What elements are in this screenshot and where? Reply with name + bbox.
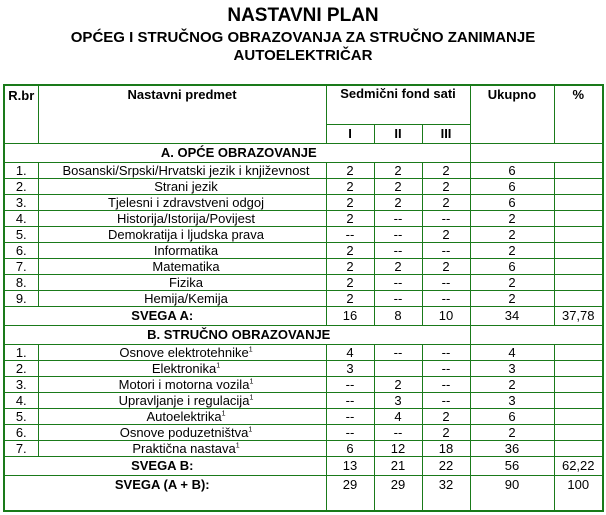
subject-label: Matematika bbox=[152, 258, 220, 274]
total-hours: 34 bbox=[470, 307, 554, 326]
hours-year-ii: 4 bbox=[374, 409, 422, 425]
curriculum-table bbox=[3, 84, 604, 512]
hours-year-i: 2 bbox=[326, 211, 374, 227]
hours-year-ii: 2 bbox=[374, 259, 422, 275]
subject-label: Bosanski/Srpski/Hrvatski jezik i književnost bbox=[62, 162, 310, 178]
subject-label: Upravljanje i regulacija bbox=[118, 392, 250, 408]
table-row bbox=[4, 361, 603, 377]
total-year-iii: 10 bbox=[422, 307, 470, 326]
total-year-iii: 22 bbox=[422, 457, 470, 476]
footnote-marker: 1 bbox=[221, 410, 226, 418]
hours-total: 2 bbox=[470, 243, 554, 259]
total-year-i: 16 bbox=[326, 307, 374, 326]
total-hours: 56 bbox=[470, 457, 554, 476]
hours-year-i: 6 bbox=[326, 441, 374, 457]
hours-year-iii: -- bbox=[422, 243, 470, 259]
hours-year-iii: 2 bbox=[422, 425, 470, 441]
section-total-row bbox=[4, 307, 603, 326]
section-header-row bbox=[4, 144, 603, 163]
percent-value bbox=[554, 377, 603, 393]
hours-year-iii: 2 bbox=[422, 195, 470, 211]
table-row bbox=[4, 291, 603, 307]
hours-year-ii: 3 bbox=[374, 393, 422, 409]
subject-label: Fizika bbox=[169, 274, 203, 290]
row-number: 4. bbox=[4, 211, 38, 227]
table-row bbox=[4, 377, 603, 393]
table-row bbox=[4, 227, 603, 243]
footnote-marker: 1 bbox=[249, 394, 254, 402]
hours-year-ii: 2 bbox=[374, 179, 422, 195]
document-subtitle: OPĆEG I STRUČNOG OBRAZOVANJA ZA STRUČNO ZANIMANJE bbox=[70, 29, 536, 46]
hours-total: 2 bbox=[470, 211, 554, 227]
column-header-total: Ukupno bbox=[470, 85, 554, 144]
percent-value bbox=[554, 291, 603, 307]
footnote-marker: 1 bbox=[249, 378, 254, 386]
hours-year-ii bbox=[374, 361, 422, 377]
hours-year-i: 2 bbox=[326, 291, 374, 307]
hours-total: 6 bbox=[470, 195, 554, 211]
hours-year-ii: -- bbox=[374, 275, 422, 291]
hours-year-iii: -- bbox=[422, 377, 470, 393]
row-number: 2. bbox=[4, 179, 38, 195]
hours-year-iii: -- bbox=[422, 211, 470, 227]
hours-year-i: -- bbox=[326, 425, 374, 441]
subject-name bbox=[38, 393, 326, 409]
column-header-year-i: I bbox=[326, 125, 374, 144]
footnote-marker: 1 bbox=[216, 362, 221, 370]
subject-name bbox=[38, 275, 326, 291]
hours-total: 3 bbox=[470, 393, 554, 409]
grand-total-hours: 90 bbox=[470, 476, 554, 512]
subject-label: Motori i motorna vozila bbox=[118, 376, 250, 392]
subject-name bbox=[38, 179, 326, 195]
table-row bbox=[4, 163, 603, 179]
hours-year-ii: 2 bbox=[374, 195, 422, 211]
hours-year-i: 4 bbox=[326, 345, 374, 361]
hours-total: 6 bbox=[470, 163, 554, 179]
table-row bbox=[4, 345, 603, 361]
grand-total-percent: 100 bbox=[554, 476, 603, 512]
section-header-row bbox=[4, 326, 603, 345]
footnote-marker: 1 bbox=[248, 426, 253, 434]
subject-name bbox=[38, 361, 326, 377]
hours-year-iii: 2 bbox=[422, 259, 470, 275]
column-header-weekly-fund: Sedmični fond sati bbox=[326, 85, 470, 125]
row-number: 1. bbox=[4, 163, 38, 179]
hours-year-i: -- bbox=[326, 227, 374, 243]
row-number: 9. bbox=[4, 291, 38, 307]
hours-year-iii: 18 bbox=[422, 441, 470, 457]
subject-name bbox=[38, 163, 326, 179]
percent-value bbox=[554, 345, 603, 361]
hours-year-ii: 12 bbox=[374, 441, 422, 457]
hours-total: 6 bbox=[470, 179, 554, 195]
subject-label: Demokratija i ljudska prava bbox=[107, 226, 265, 242]
hours-year-i: -- bbox=[326, 409, 374, 425]
subject-name bbox=[38, 243, 326, 259]
hours-year-iii: -- bbox=[422, 345, 470, 361]
percent-value bbox=[554, 227, 603, 243]
percent-value bbox=[554, 211, 603, 227]
percent-value bbox=[554, 393, 603, 409]
row-number: 5. bbox=[4, 227, 38, 243]
row-number: 1. bbox=[4, 345, 38, 361]
grand-total-year-i: 29 bbox=[326, 476, 374, 512]
hours-total: 6 bbox=[470, 409, 554, 425]
section-total-row bbox=[4, 457, 603, 476]
hours-year-ii: -- bbox=[374, 291, 422, 307]
hours-year-i: 2 bbox=[326, 195, 374, 211]
row-number: 6. bbox=[4, 243, 38, 259]
column-header-rbr: R.br bbox=[4, 85, 38, 144]
total-year-ii: 21 bbox=[374, 457, 422, 476]
hours-year-i: 2 bbox=[326, 275, 374, 291]
occupation-name: AUTOELEKTRIČAR bbox=[233, 47, 373, 64]
grand-total-year-ii: 29 bbox=[374, 476, 422, 512]
table-row bbox=[4, 425, 603, 441]
grand-total-label: SVEGA (A + B): bbox=[4, 476, 326, 512]
percent-value bbox=[554, 275, 603, 291]
hours-year-i: -- bbox=[326, 393, 374, 409]
table-row bbox=[4, 275, 603, 291]
table-row bbox=[4, 211, 603, 227]
subject-label: Strani jezik bbox=[154, 178, 218, 194]
hours-total: 2 bbox=[470, 227, 554, 243]
table-row bbox=[4, 243, 603, 259]
row-number: 5. bbox=[4, 409, 38, 425]
percent-value bbox=[554, 163, 603, 179]
hours-year-iii: 2 bbox=[422, 227, 470, 243]
hours-year-iii: 2 bbox=[422, 409, 470, 425]
subject-name bbox=[38, 195, 326, 211]
percent-value bbox=[554, 425, 603, 441]
hours-year-ii: -- bbox=[374, 425, 422, 441]
hours-year-iii: 2 bbox=[422, 163, 470, 179]
hours-year-iii: -- bbox=[422, 393, 470, 409]
row-number: 7. bbox=[4, 259, 38, 275]
subject-label: Informatika bbox=[153, 242, 219, 258]
row-number: 4. bbox=[4, 393, 38, 409]
hours-year-iii: -- bbox=[422, 361, 470, 377]
section-total-label: SVEGA A: bbox=[4, 307, 326, 326]
total-year-i: 13 bbox=[326, 457, 374, 476]
hours-year-iii: -- bbox=[422, 291, 470, 307]
section-total-label: SVEGA B: bbox=[4, 457, 326, 476]
hours-year-ii: 2 bbox=[374, 163, 422, 179]
column-header-year-ii: II bbox=[374, 125, 422, 144]
hours-year-ii: -- bbox=[374, 211, 422, 227]
hours-total: 2 bbox=[470, 275, 554, 291]
hours-year-i: -- bbox=[326, 377, 374, 393]
hours-year-i: 2 bbox=[326, 259, 374, 275]
header-row bbox=[4, 85, 603, 125]
hours-total: 2 bbox=[470, 291, 554, 307]
hours-year-iii: 2 bbox=[422, 179, 470, 195]
total-year-ii: 8 bbox=[374, 307, 422, 326]
percent-value bbox=[554, 259, 603, 275]
subject-label: Hemija/Kemija bbox=[144, 290, 228, 306]
subject-name bbox=[38, 291, 326, 307]
section-blank bbox=[470, 144, 603, 163]
hours-year-ii: -- bbox=[374, 227, 422, 243]
subject-name bbox=[38, 377, 326, 393]
percent-value bbox=[554, 179, 603, 195]
subject-label: Historija/Istorija/Povijest bbox=[117, 210, 255, 226]
section-title: A. OPĆE OBRAZOVANJE bbox=[4, 144, 470, 163]
row-number: 7. bbox=[4, 441, 38, 457]
hours-year-ii: -- bbox=[374, 345, 422, 361]
total-percent: 62,22 bbox=[554, 457, 603, 476]
subject-name bbox=[38, 345, 326, 361]
hours-total: 36 bbox=[470, 441, 554, 457]
row-number: 3. bbox=[4, 377, 38, 393]
hours-year-i: 2 bbox=[326, 179, 374, 195]
subject-name bbox=[38, 227, 326, 243]
document-title: NASTAVNI PLAN bbox=[227, 5, 379, 26]
hours-total: 3 bbox=[470, 361, 554, 377]
table-row bbox=[4, 441, 603, 457]
subject-name bbox=[38, 441, 326, 457]
percent-value bbox=[554, 441, 603, 457]
hours-total: 2 bbox=[470, 377, 554, 393]
footnote-marker: 1 bbox=[248, 346, 253, 354]
percent-value bbox=[554, 243, 603, 259]
column-header-year-iii: III bbox=[422, 125, 470, 144]
section-title: B. STRUČNO OBRAZOVANJE bbox=[4, 326, 470, 345]
column-header-subject: Nastavni predmet bbox=[38, 85, 326, 144]
row-number: 8. bbox=[4, 275, 38, 291]
hours-year-i: 2 bbox=[326, 163, 374, 179]
hours-year-iii: -- bbox=[422, 275, 470, 291]
subject-label: Praktična nastava bbox=[132, 440, 236, 456]
percent-value bbox=[554, 361, 603, 377]
hours-year-i: 3 bbox=[326, 361, 374, 377]
hours-total: 2 bbox=[470, 425, 554, 441]
subject-label: Elektronika bbox=[151, 360, 217, 376]
percent-value bbox=[554, 195, 603, 211]
hours-total: 4 bbox=[470, 345, 554, 361]
subject-name bbox=[38, 409, 326, 425]
row-number: 6. bbox=[4, 425, 38, 441]
subject-label: Osnove elektrotehnike bbox=[119, 344, 249, 360]
subject-name bbox=[38, 425, 326, 441]
subject-label: Tjelesni i zdravstveni odgoj bbox=[107, 194, 265, 210]
percent-value bbox=[554, 409, 603, 425]
column-header-percent: % bbox=[554, 85, 603, 144]
section-blank bbox=[470, 326, 603, 345]
grand-total-row bbox=[4, 476, 603, 512]
subject-name bbox=[38, 259, 326, 275]
table-row bbox=[4, 195, 603, 211]
grand-total-year-iii: 32 bbox=[422, 476, 470, 512]
hours-year-ii: -- bbox=[374, 243, 422, 259]
table-row bbox=[4, 179, 603, 195]
footnote-marker: 1 bbox=[235, 442, 240, 450]
hours-year-ii: 2 bbox=[374, 377, 422, 393]
subject-label: Autoelektrika bbox=[146, 408, 222, 424]
subject-name bbox=[38, 211, 326, 227]
table-row bbox=[4, 393, 603, 409]
subject-label: Osnove poduzetništva bbox=[119, 424, 249, 440]
table-row bbox=[4, 409, 603, 425]
table-row bbox=[4, 259, 603, 275]
hours-total: 6 bbox=[470, 259, 554, 275]
row-number: 3. bbox=[4, 195, 38, 211]
row-number: 2. bbox=[4, 361, 38, 377]
total-percent: 37,78 bbox=[554, 307, 603, 326]
hours-year-i: 2 bbox=[326, 243, 374, 259]
